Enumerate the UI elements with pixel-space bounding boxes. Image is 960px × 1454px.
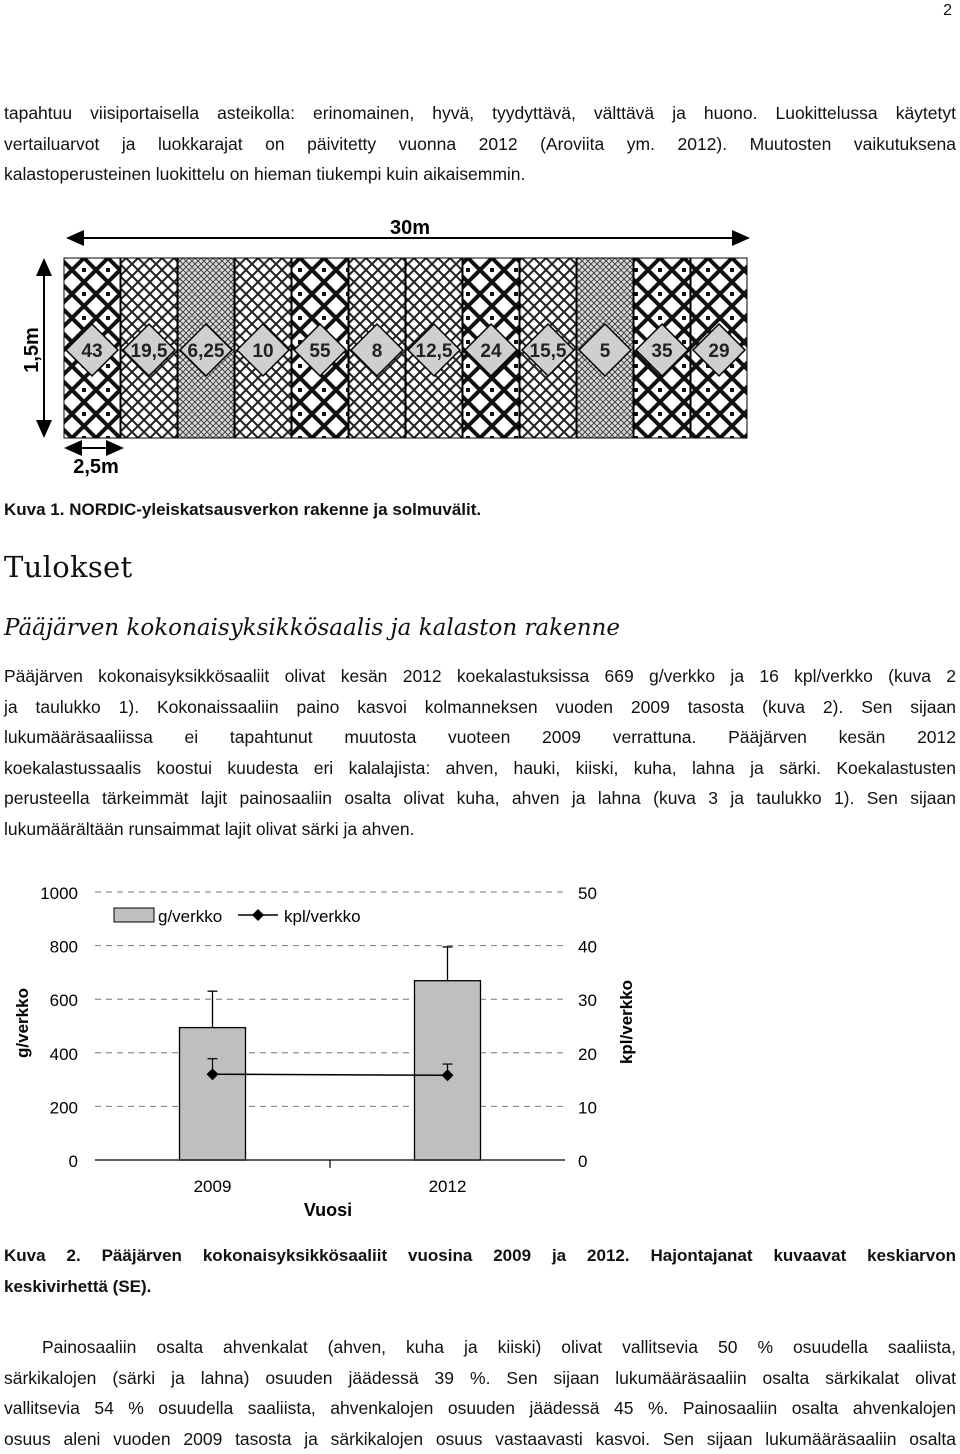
text-line: särkikalojen (särki ja lahna) osuuden jäädessä 39 %. Sen sijaan lukumääräsaaliin osalta särkikalat olivat: [4, 1367, 956, 1388]
mesh-size-label: 24: [480, 341, 502, 362]
legend-marker-diamond: [252, 909, 264, 921]
mesh-size-label: 8: [371, 341, 383, 362]
y2-tick-label: 0: [578, 1152, 588, 1171]
page-number: 2: [943, 2, 952, 19]
legend-swatch-bar: [114, 908, 154, 922]
text-line: koekalastussaalis koostui kuudesta eri kalalajista: ahven, hauki, kiiski, kuha, lahna ja särki. Koekalastusten: [4, 757, 956, 778]
net-height-label: 1,5m: [21, 327, 43, 373]
y2-tick-label: 20: [578, 1044, 597, 1064]
y-axis-label: g/verkko: [13, 988, 32, 1058]
mesh-size-label: 15,5: [529, 341, 567, 362]
mesh-size-label: 12,5: [415, 341, 453, 362]
y2-tick-label: 50: [578, 884, 597, 903]
mesh-size-label: 6,25: [187, 341, 225, 362]
mesh-size-label: 19,5: [130, 341, 168, 362]
text-line: vallitsevia 54 % osuudella saaliista, ahvenkalojen osuuden jäädessä 45 %. Painosaaliin osalta ahvenkalojen: [4, 1398, 956, 1419]
text-line: Kuva 2. Pääjärven kokonaisyksikkösaaliit vuosina 2009 ja 2012. Hajontajanat kuvaavat keskiarvon: [4, 1246, 956, 1265]
y-tick-label: 400: [49, 1044, 78, 1064]
y2-tick-label: 40: [578, 937, 597, 957]
text-line: Pääjärven kokonaisyksikkösaaliit olivat kesän 2012 koekalastuksissa 669 g/verkko ja 16 kpl/verkko (kuva 2: [4, 666, 956, 686]
text-line: lukumäärältään runsaimmat lajit olivat särki ja ahven.: [4, 818, 415, 839]
y-tick-label: 200: [49, 1098, 78, 1118]
y-tick-label: 800: [49, 937, 78, 957]
mesh-size-label: 29: [708, 341, 730, 362]
catch-chart: [0, 870, 700, 1230]
legend-label-bar: g/verkko: [158, 907, 223, 926]
y-tick-label: 0: [68, 1152, 78, 1171]
y2-axis-label: kpl/verkko: [617, 979, 636, 1065]
x-tick-label: 2009: [193, 1177, 232, 1196]
text-line: kalastoperusteinen luokittelu on hieman tiukempi kuin aikaisemmin.: [4, 164, 526, 185]
intro-paragraph: [4, 98, 956, 190]
final-paragraph: [4, 1332, 956, 1454]
text-line: Painosaaliin osalta ahvenkalat (ahven, kuha ja kiiski) olivat vallitsevia 50 % osuudella saaliista,: [42, 1337, 956, 1357]
mesh-size-label: 5: [599, 341, 611, 362]
text-line: perusteella tärkeimmät lajit painosaaliin osalta olivat kuha, ahven ja lahna (kuva 3 ja taulukko 1). Sen sijaan: [4, 788, 956, 809]
text-line: lukumääräsaaliissa ei tapahtunut muutosta vuoteen 2009 verrattuna. Pääjärven kesän 2012: [4, 727, 956, 748]
chart-legend: [114, 907, 361, 926]
x-axis-label: Vuosi: [303, 1200, 353, 1220]
text-line: keskivirhettä (SE).: [4, 1277, 152, 1296]
mesh-size-label: 43: [81, 341, 103, 362]
text-line: tapahtuu viisiportaisella asteikolla: erinomainen, hyvä, tyydyttävä, välttävä ja huono. Luokittelussa käytetyt: [4, 103, 956, 123]
legend-label-line: kpl/verkko: [284, 907, 361, 926]
panel-width-label: 2,5m: [73, 456, 119, 478]
y-tick-label: 600: [49, 991, 78, 1011]
mesh-size-label: 10: [252, 341, 274, 362]
subsection-title: Pääjärven kokonaisyksikkösaalis ja kalaston rakenne: [4, 615, 620, 641]
bar: [180, 1028, 246, 1160]
text-line: ja taulukko 1). Kokonaissaaliin paino kasvoi kolmanneksen vuoden 2009 tasosta (kuva 2). Sen sijaan: [4, 696, 956, 717]
text-line: vertailuarvot ja luokkarajat on päivitetty vuonna 2012 (Aroviita ym. 2012). Muutosten vaikutuksena: [4, 133, 956, 154]
figure2-caption: [4, 1240, 956, 1302]
net-width-label: 30m: [389, 217, 431, 239]
net-panels: [64, 258, 747, 438]
results-paragraph: [4, 661, 956, 845]
line-series: [213, 1074, 448, 1075]
y2-tick-label: 30: [578, 991, 597, 1011]
net-structure-figure: [0, 210, 960, 490]
y-tick-label: 1000: [40, 884, 78, 903]
mesh-size-label: 55: [309, 341, 331, 362]
text-line: osuus aleni vuoden 2009 tasosta ja särkikalojen osuus vastaavasti kasvoi. Sen sijaan lukumääräsaaliin osalta: [4, 1428, 956, 1449]
mesh-size-label: 35: [651, 341, 673, 362]
x-tick-label: 2012: [428, 1177, 467, 1196]
section-title: Tulokset: [4, 550, 133, 584]
figure1-caption: Kuva 1. NORDIC-yleiskatsausverkon rakenne ja solmuvälit.: [4, 500, 482, 519]
y2-tick-label: 10: [578, 1098, 597, 1118]
